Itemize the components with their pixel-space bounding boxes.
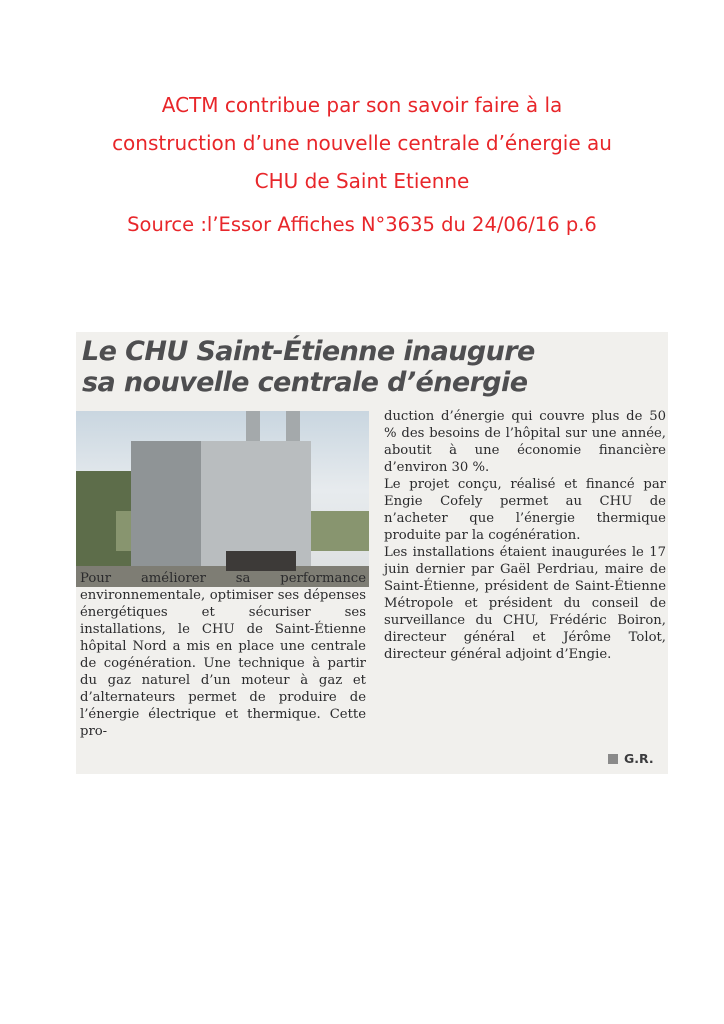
right-paragraph-2: Le projet conçu, réalisé et financé par Engie Cofely permet au CHU de n’acheter que l’énergie thermique produite par la cogénération. — [384, 477, 666, 543]
intro-line-2: construction d’une nouvelle centrale d’énergie au — [112, 131, 612, 155]
headline-line-1: Le CHU Saint-Étienne inaugure — [82, 336, 535, 367]
left-paragraph: Pour améliorer sa performance environnementale, optimiser ses dépenses énergétiques et sécuriser ses installations, le CHU de Saint-Étienne hôpital Nord a mis en place une centrale de cogénération. Une technique à partir du gaz naturel d’un moteur à gaz et d’alternateurs permet de produire de l’énergie électrique et thermique. Cette pro- — [80, 571, 366, 739]
intro-line-3: CHU de Saint Etienne — [254, 169, 470, 193]
article-column-left — [80, 570, 366, 740]
newspaper-clipping — [76, 332, 668, 774]
article-column-right — [384, 408, 666, 663]
source-citation: Source :l’Essor Affiches N°3635 du 24/06/16 p.6 — [127, 213, 597, 236]
square-bullet-icon — [608, 754, 618, 764]
power-plant-photo — [76, 411, 369, 587]
intro-line-1: ACTM contribue par son savoir faire à la — [161, 93, 563, 117]
crowd-shape — [226, 551, 296, 571]
right-paragraph-3: Les installations étaient inaugurées le 17 juin dernier par Gaël Perdriau, maire de Saint-Étienne, président de Saint-Étienne Métropole et président du conseil de surveillance du CHU, Frédéric Boiron, directeur général et Jérôme Tolot, directeur général adjoint d’Engie. — [384, 545, 666, 662]
intro-caption — [60, 86, 664, 244]
building-side-shape — [131, 441, 201, 576]
headline-line-2: sa nouvelle centrale d’énergie — [82, 367, 528, 398]
right-paragraph-1: duction d’énergie qui couvre plus de 50 % des besoins de l’hôpital sur une année, aboutit à une économie financière d’environ 30 %. — [384, 409, 666, 475]
article-headline — [82, 336, 642, 398]
signature-text: G.R. — [624, 751, 654, 766]
author-signature — [608, 751, 654, 766]
